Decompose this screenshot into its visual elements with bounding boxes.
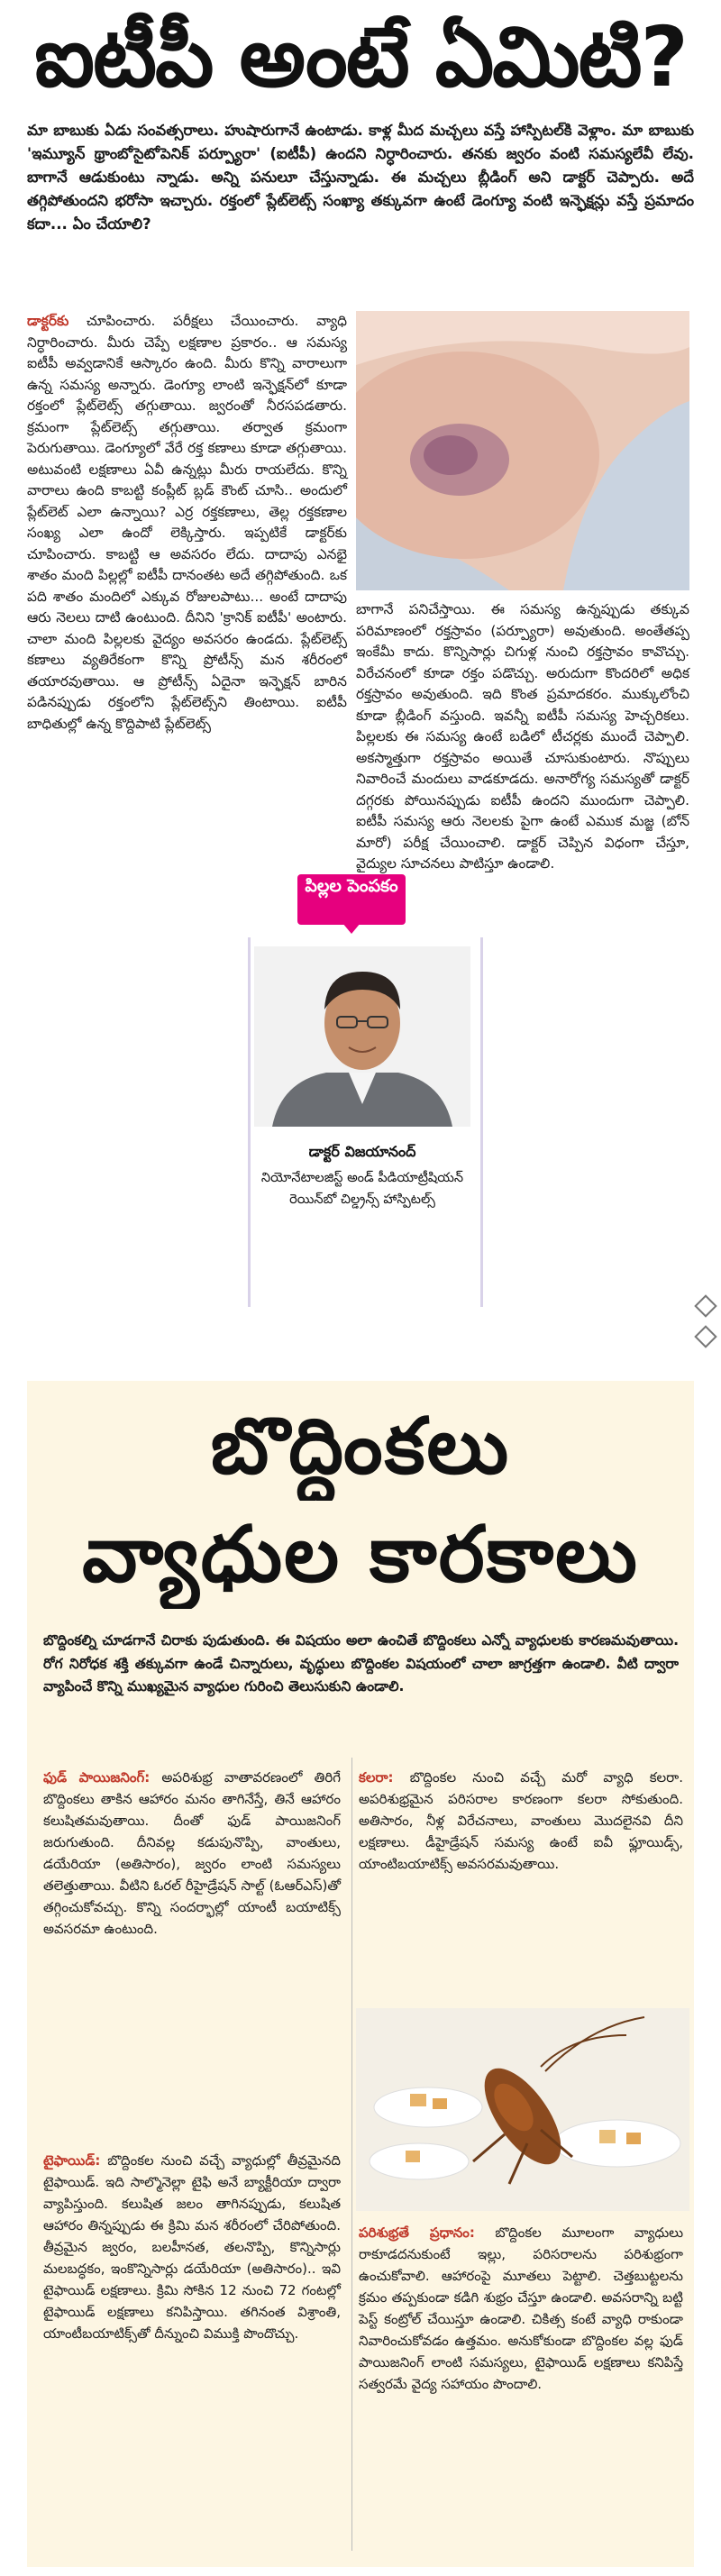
cockroach-icon — [356, 2008, 689, 2211]
doctor-photo — [254, 946, 470, 1127]
article2-title-line1: బొద్దింకలు — [210, 1402, 511, 1492]
section-food-poisoning-heading: ఫుడ్ పాయిజనింగ్: — [43, 1769, 151, 1786]
section-hygiene-heading: పరిశుభ్రతే ప్రధానం: — [359, 2224, 475, 2241]
section-typhoid-heading: టైఫాయిడ్: — [43, 2152, 101, 2169]
doctor-portrait — [254, 946, 470, 1127]
cockroach-food-photo — [356, 2008, 689, 2211]
doctor-name: డాక్టర్ విజయానంద్ — [308, 1143, 416, 1160]
article2-intro: బొద్దింకల్ని చూడగానే చిరాకు పుడుతుంది. ఈ విషయం అలా ఉంచితే బొద్దింకలు ఎన్నో వ్యాధులకు కారణమవుతాయి. రోగ నిరోధక శక్తి తక్కువగా ఉండే చిన్నారులు, వృద్ధులు బొద్దింకల విషయంలో చాలా జాగ్రత్తగా ఉండాలి. వీటి ద్వారా వ్యాపించే కొన్ని ముఖ్యమైన వ్యాధుల గురించి తెలుసుకుని ఉండాలి. — [43, 1632, 679, 1694]
article1-right-column: బాగానే పనిచేస్తాయి. ఈ సమస్య ఉన్నప్పుడు తక్కువ పరిమాణంలో రక్తస్రావం (పర్ప్యూరా) అవుతుంది. అంతేతప్ప ఇంకేమీ కాదు. కొన్నిసార్లు చిగుళ్ల నుంచి రక్తస్రావం కావొచ్చు. విరేచనంలో కూడా రక్తం పడొచ్చు. అరుదుగా కొందరిలో అధిక రక్తస్రావం అవుతుంది. ఇది కొంత ప్రమాదకరం. ముక్కులోంచి కూడా బ్లీడింగ్ వస్తుంది. ఇవన్నీ ఐటీపీ సమస్య హెచ్చరికలు. పిల్లలకు ఈ సమస్య ఉంటే బడిలో టీచర్లకు ముందే చెప్పాలి. అకస్మాత్తుగా రక్తస్రావం అయితే చూసుకుంటారు. నొప్పులు నివారించే మందులు వాడకూడదు. అనారోగ్య సమస్యతో డాక్టర్ దగ్గరకు పోయినప్పుడు ఐటీపీ ఉందని ముందుగా చెప్పాలి. ఐటీపీ సమస్య ఆరు నెలలకు పైగా ఉంటే ఎముక మజ్జ (బోన్ మారో) పరీక్ష చేయించాలి. డాక్టర్ చెప్పిన విధంగా చేస్తూ, వైద్యుల సూచనలు పాటిస్తూ ఉండాలి. — [356, 601, 689, 872]
doctor-designation: నియోనేటాలజిస్ట్ అండ్ పీడియాట్రీషియన్ రెయిన్‌బో చిల్డ్రన్స్ హాస్పిటల్స్ — [260, 1171, 464, 1207]
section-badge — [297, 874, 406, 925]
diamond-separator-icon — [694, 1325, 716, 1347]
knee-bruise-photo — [356, 311, 689, 590]
section-food-poisoning — [43, 1767, 341, 1940]
article1-lead-word: డాక్టర్‌కు — [27, 313, 69, 329]
section-hygiene-text: బొద్దింకల మూలంగా వ్యాధులు రాకూడదనుకుంటే ఇల్లు, పరిసరాలను పరిశుభ్రంగా ఉంచుకోవాలి. ఆహారంపై మూతలు పెట్టాలి. చెత్తబుట్టలను క్రమం తప్పకుండా కడిగి శుభ్రం చేస్తూ ఉండాలి. అవసరాన్ని బట్టి పెస్ట్ కంట్రోల్ చేయిస్తూ ఉండాలి. చికిత్స కంటే వ్యాధి రాకుండా నివారించుకోవడం ఉత్తమం. అనుకోకుండా బొద్దింకల వల్ల ఫుడ్ పాయిజనింగ్ లాంటి సమస్యలు, టైఫాయిడ్ లక్షణాలు కనిపిస్తే సత్వరమే వైద్య సహాయం పొందాలి. — [359, 2224, 684, 2392]
section-food-poisoning-text: అపరిశుభ్ర వాతావరణంలో తిరిగే బొద్దింకలు తాకిన ఆహారం మనం తాగినేస్తే, తినే ఆహారం కలుషితమవుతాయి. దీంతో ఫుడ్ పాయిజనింగ్ జరుగుతుంది. దీనివల్ల కడుపునొప్పి, వాంతులు, డయేరియా (అతిసారం), జ్వరం లాంటి సమస్యలు తలెత్తుతాయి. వీటిని ఓరల్ రీహైడ్రేషన్ సాల్ట్ (ఓఆర్ఎస్)తో తగ్గించుకోవచ్చు. కొన్ని సందర్భాల్లో యాంటీ బయాటిక్స్ అవసరమా ఉంటుంది. — [43, 1769, 341, 1937]
section-typhoid — [43, 2150, 341, 2344]
article1-left-text: చూపించారు. పరీక్షలు చేయించారు. వ్యాధి నిర్ధారించారు. మీరు చెప్పే లక్షణాల ప్రకారం.. ఆ సమస్య ఐటీపీ అవ్వడానికే ఆస్కారం ఉంది. మీరు కొన్ని వారాలుగా ఉన్న సమస్య అన్నారు. డెంగ్యూ లాంటి ఇన్ఫెక్షన్‌లో కూడా రక్తంలో ప్లేట్‌లెట్స్ తగ్గుతాయి. జ్వరంతో నీరసపడతారు. క్రమంగా ప్లేట్‌లెట్స్ తగ్గుతాయి. తర్వాత క్రమంగా పెరుగుతాయి. డెంగ్యూలో వేరే రక్త కణాలు కూడా తగ్గుతాయి. అటువంటి లక్షణాలు ఏవీ ఉన్నట్లు మీరు రాయలేదు. కొన్ని వారాలు ఉంది కాబట్టి కంప్లీట్ బ్లడ్ కౌంట్ చూసి.. అందులో ప్లేట్‌లెట్ ఎలా ఉన్నాయి? ఎర్ర రక్తకణాలు, తెల్ల రక్తకణాల సంఖ్య ఎలా ఉందో లెక్కిస్తారు. ఇప్పటికే డాక్టర్‌కు చూపించారు. కాబట్టి ఆ అవసరం లేదు. దాదాపు ఎనభై శాతం మంది పిల్లల్లో ఐటీపీ దానంతట అదే తగ్గిపోతుంది. ఒక పది శాతం మందిలో ఎక్కువ రోజులపాటు... అంటే దాదాపు ఆరు నెలలు దాటి ఉంటుంది. దీనిని 'క్రానిక్ ఐటీపీ' అంటారు. చాలా మంది పిల్లలకు వైద్యం అవసరం ఉండదు. ప్లేట్‌లెట్స్ కణాలు వ్యతిరేకంగా కొన్ని ప్రోటీన్స్ మన శరీరంలో తయారవుతాయి. ఆ ప్రోటీన్స్ ఏదైనా ఇన్ఫెక్షన్ బారిన పడినప్పుడు రక్తంలోని ప్లేట్‌లెట్స్‌ని తింటాయి. ఐటీపీ బాధితుల్లో ఉన్న కొద్దిపాటి ప్లేట్‌లెట్స్ — [27, 313, 347, 732]
article1-title: ఐటీపీ అంటే ఏమిటి? — [34, 9, 687, 105]
knee-bruise-illustration — [356, 311, 689, 590]
article1-intro: మా బాబుకు ఏడు సంవత్సరాలు. హుషారుగానే ఉంటాడు. కాళ్ల మీద మచ్చలు వస్తే హాస్పిటల్‌కి వెళ్లాం. మా బాబుకు 'ఇమ్యూన్ థ్రాంబోసైటోపెనిక్ పర్ప్యూరా' (ఐటీపీ) ఉందని నిర్ధారించారు. తనకు జ్వరం వంటి సమస్యలేవీ లేవు. బాగానే ఆడుకుంటు న్నాడు. అన్ని పనులూ చేస్తున్నాడు. ఈ మచ్చలు బ్లీడింగ్ అని డాక్టర్ చెప్పారు. అదే తగ్గిపోతుందని భరోసా ఇచ్చారు. రక్తంలో ప్లేట్‌లెట్స్ సంఖ్యా తక్కువగా ఉంటే డెంగ్యూ వంటి ఇన్ఫెక్షన్లు వస్తే ప్రమాదం కదా... ఏం చేయాలి? — [27, 122, 694, 233]
section-hygiene — [359, 2222, 683, 2395]
section-typhoid-text: బొద్దింకల నుంచి వచ్చే వ్యాధుల్లో తీవ్రమైనది టైఫాయిడ్. ఇది సాల్మొనెల్లా టైఫి అనే బ్యాక్టీరియా ద్వారా వ్యాపిస్తుంది. కలుషిత జలం తాగినప్పుడు, కలుషిత ఆహారం తిన్నప్పుడు ఈ క్రిమి మన శరీరంలో చేరిపోతుంది. తీవ్రమైన జ్వరం, బలహీనత, తలనొప్పి, కొన్నిసార్లు మలబద్ధకం, ఇంకొన్నిసార్లు డయేరియా (అతిసారం).. ఇవి టైఫాయిడ్ లక్షణాలు. క్రిమి సోకిన 12 నుంచి 72 గంటల్లో టైఫాయిడ్ లక్షణాలు కనిపిస్తాయి. తగినంత విశ్రాంతి, యాంటీబయాటిక్స్‌తో దీన్నుంచి విముక్తి పొందొచ్చు. — [43, 2152, 341, 2342]
section-cholera-text: బొద్దింకల నుంచి వచ్చే మరో వ్యాధి కలరా. అపరిశుభ్రమైన పరిసరాల కారణంగా కలరా సోకుతుంది. అతిసారం, నీళ్ల విరేచనాలు, వాంతులు మొదలైనవి దీని లక్షణాలు. డీహైడ్రేషన్ సమస్య ఉంటే ఐవీ ఫ్లూయిడ్స్, యాంటిబయాటిక్స్ అవసరమవుతాయి. — [359, 1769, 683, 1872]
section-cholera-heading: కలరా: — [359, 1769, 394, 1786]
badge-pointer — [342, 923, 360, 934]
article1-left-column — [27, 311, 347, 735]
diamond-separator-icon — [694, 1294, 716, 1317]
article2-title-line2: వ్యాధుల కారకాలు — [82, 1510, 639, 1600]
column-divider — [351, 1758, 352, 2551]
section-cholera — [359, 1767, 683, 1875]
section-badge-label: పిల్లల పెంపకం — [305, 876, 398, 896]
